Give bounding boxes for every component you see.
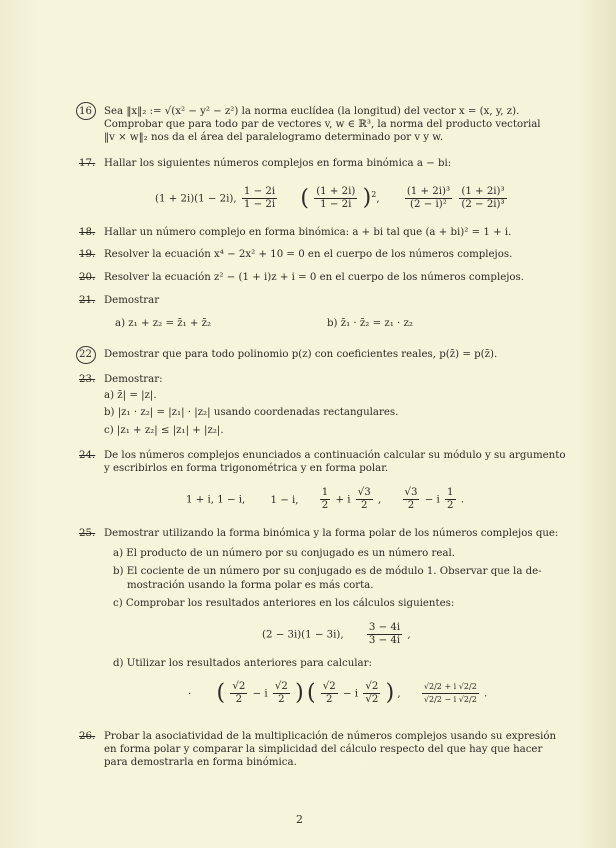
page-number: 2 (296, 813, 303, 826)
fraction: $\frac{3 - 4i}{3 - 4i}$ (368, 622, 401, 646)
exercise-number: 18. (79, 227, 96, 238)
exercise-19 (80, 248, 530, 261)
exercise-25 (79, 527, 559, 540)
fraction: $\frac{√3}{2}$ (357, 487, 371, 511)
exercise-22 (80, 348, 530, 361)
exercise-text-line: en forma polar y comparar la simplicidad del cálculo respecto del que hay que hacer (104, 744, 543, 755)
exercise-16 (79, 105, 541, 144)
fraction: $\frac{1 - 2i}{1 - 2i}$ (243, 186, 276, 210)
exercise-text-line: Resolver la ecuación x⁴ − 2x² + 10 = 0 en el cuerpo de los números complejos. (104, 249, 513, 260)
exercise-26 (79, 730, 557, 769)
item-c: c) Comprobar los resultados anteriores en los cálculos siguientes: (113, 598, 455, 609)
exercise-text-line: Comprobar que para todo par de vectores v, w ∈ ℝ³, la norma del producto vectorial (104, 119, 541, 130)
formula-row: (2 − 3i)(1 − 3i), $\frac{3 - 4i}{3 - 4i}$ , (262, 622, 411, 646)
exercise-number: 23. (79, 374, 96, 385)
fraction: $\frac{√2}{√2}$ (365, 681, 379, 705)
exercise-text-line: Probar la asociatividad de la multiplicación de números complejos usando su expresión (104, 731, 557, 742)
formula: (1 + 2i)(1 − 2i), (155, 193, 237, 205)
item-a: a) z₁ + z₂ = z̄₁ + z̄₂ (115, 318, 212, 329)
item-c: c) |z₁ + z₂| ≤ |z₁| + |z₂|. (104, 425, 224, 436)
exercise-21 (80, 294, 530, 307)
exercise-number: 20. (79, 272, 96, 283)
exercise-20 (80, 271, 530, 284)
exercise-text-line: Demostrar utilizando la forma binómica y la forma polar de los números complejos que: (104, 528, 559, 539)
exercise-text-line: Demostrar (104, 295, 160, 306)
fraction: $\frac{√2}{2}$ (274, 681, 288, 705)
exercise-24 (79, 449, 566, 475)
fraction: $\frac{(1 + 2i)}{1 - 2i}$ (316, 186, 356, 210)
exercise-18 (80, 226, 530, 239)
exercise-number: 24. (79, 450, 96, 461)
exercise-number: 17. (79, 158, 96, 169)
fraction: $\frac{√2/2 + i √2/2}{√2/2 - i √2/2}$ (423, 682, 477, 704)
fraction: $\frac{1}{2}$ (321, 487, 329, 511)
formula-row: (1 + 2i)(1 − 2i), $\frac{1 - 2i}{1 - 2i}$ ( $\frac{(1 + 2i)}{1 - 2i}$ )$^2$, $\frac{\text{(1 + 2i)³}}{\text{(2 − i)²}}$ $\frac{\text{(1 + 2i)³}}{\text{(2 − 2i)³}}$ (155, 185, 505, 211)
exercise-number: 26. (79, 731, 96, 742)
item-b: b) |z₁ · z₂| = |z₁| · |z₂| usando coordenadas rectangulares. (104, 407, 399, 418)
exercise-text-line: De los números complejos enunciados a continuación calcular su módulo y su argumento (104, 450, 566, 461)
exercise-text-line: Resolver la ecuación z² − (1 + i)z + i = 0 en el cuerpo de los números complejos. (104, 272, 524, 283)
item-b-continued: mostración usando la forma polar es más corta. (127, 580, 374, 591)
exercise-17 (80, 157, 530, 170)
exercise-text-line: y escribirlos en forma trigonométrica y en forma polar. (104, 463, 389, 474)
exercise-text-line: Hallar un número complejo en forma binómica: a + bi tal que (a + bi)² = 1 + i. (104, 227, 512, 238)
exercise-text-line: para demostrarla en forma binómica. (104, 757, 297, 768)
item-d: d) Utilizar los resultados anteriores para calcular: (113, 658, 372, 669)
exercise-number: 21. (79, 295, 96, 306)
exercise-text-line: Hallar los siguientes números complejos en forma binómica a − bi: (104, 158, 452, 169)
formula-row: 1 + i, 1 − i, 1 − i, $\frac{1}{2}$ + i $\frac{√3}{2}$ , $\frac{√3}{2}$ − i $\frac{1}{2}$ . (186, 487, 465, 511)
item-a: a) z̄| = |z|. (104, 390, 157, 401)
exercise-number: 16 (79, 106, 92, 117)
fraction: $\frac{√3}{2}$ (404, 487, 418, 511)
exercise-text-line: ‖v × w‖₂ nos da el área del paralelogramo determinado por v y w. (104, 132, 444, 143)
exercise-text-line: Demostrar: (104, 374, 163, 385)
item-a: a) El producto de un número por su conjugado es un número real. (113, 548, 455, 559)
fraction: $\frac{\text{(1 + 2i)³}}{\text{(2 − 2i)³}}$ (461, 186, 505, 210)
exercise-number: 19. (79, 249, 96, 260)
fraction: $\frac{√2}{2}$ (232, 681, 246, 705)
item-b: b) El cociente de un número por su conjugado es de módulo 1. Observar que la de- (113, 566, 542, 577)
exercise-text-line: Sea ‖x‖₂ := √(x² − y² − z²) la norma euclídea (la longitud) del vector x = (x, y, z). (104, 106, 520, 117)
exercise-number: 25. (79, 528, 96, 539)
exercise-text-line: Demostrar que para todo polinomio p(z) con coeficientes reales, p(z̄) = p(z̄). (104, 349, 498, 360)
fraction: $\frac{\text{(1 + 2i)³}}{\text{(2 − i)²}}$ (406, 186, 451, 210)
exercise-23 (80, 373, 530, 386)
fraction: $\frac{1}{2}$ (447, 487, 454, 511)
item-b: b) z̄₁ · z̄₂ = z₁ · z₂ (327, 318, 413, 329)
fraction: $\frac{√2}{2}$ (322, 681, 336, 705)
formula-row: · ( $\frac{√2}{2}$ − i $\frac{√2}{2}$ ) ( $\frac{√2}{2}$ − i $\frac{√2}{√2}$ ) , $\frac{√2/2 + i √2/2}{√2/2 - i √2/2}$ . (188, 680, 488, 706)
exercise-number: 22 (79, 349, 92, 360)
